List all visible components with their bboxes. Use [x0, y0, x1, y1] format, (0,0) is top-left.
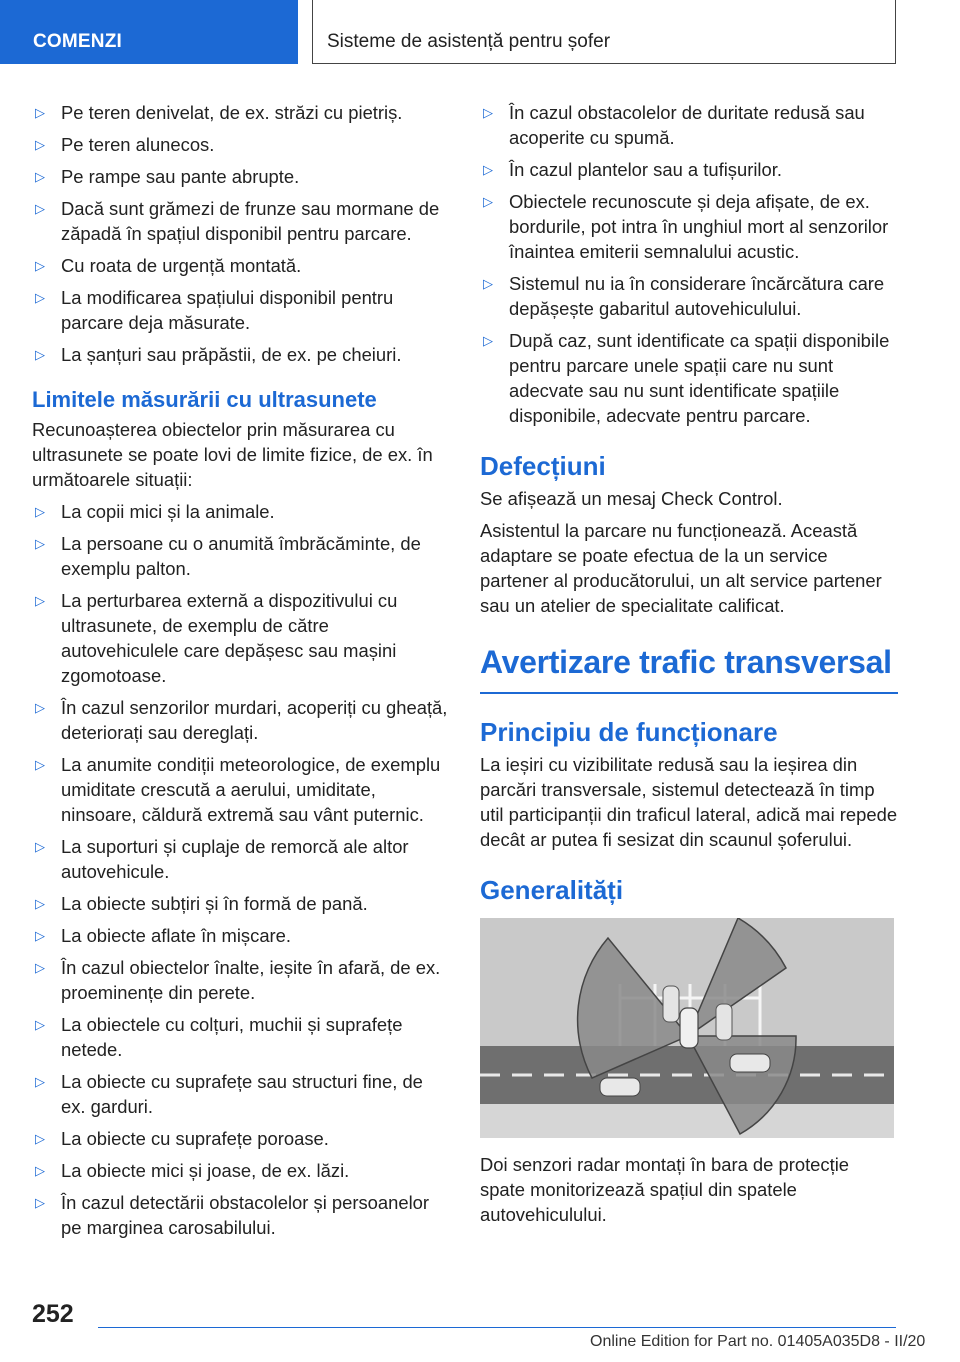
list-item: ▷ La șanțuri sau prăpăstii, de ex. pe cheiuri. — [35, 344, 402, 365]
limits-list — [32, 499, 450, 1240]
list-item: ▷ După caz, sunt identificate ca spații disponibile pentru parcare unele spații care nu sunt adecvate sau nu sunt identificate spațiile disponibile, adecvate pentru parcare. — [483, 330, 890, 426]
triangle-bullet-icon: ▷ — [35, 105, 45, 120]
list-item: ▷ Pe teren alunecos. — [35, 134, 215, 155]
list-item: ▷ La persoane cu o anumită îmbrăcăminte, de exemplu palton. — [35, 533, 421, 579]
triangle-bullet-icon: ▷ — [35, 1163, 45, 1178]
triangle-bullet-icon: ▷ — [35, 1195, 45, 1210]
triangle-bullet-icon: ▷ — [483, 194, 493, 209]
page-number: 252 — [32, 1300, 74, 1328]
triangle-bullet-icon: ▷ — [35, 960, 45, 975]
triangle-bullet-icon: ▷ — [35, 169, 45, 184]
list-item: ▷ La copii mici și la animale. — [35, 501, 275, 522]
footer-divider — [98, 1327, 896, 1328]
sidewalk — [480, 1104, 894, 1138]
edition-note: Online Edition for Part no. 01405A035D8 - II/20 — [590, 1333, 926, 1350]
triangle-bullet-icon: ▷ — [35, 504, 45, 519]
list-item: ▷ În cazul detectării obstacolelor și persoanelor pe marginea carosabilului. — [35, 1192, 430, 1238]
triangle-bullet-icon: ▷ — [35, 347, 45, 362]
triangle-bullet-icon: ▷ — [483, 105, 493, 120]
right-column — [480, 100, 898, 1234]
list-item: ▷ La obiecte cu suprafețe sau structuri fine, de ex. garduri. — [35, 1071, 423, 1117]
triangle-bullet-icon: ▷ — [35, 593, 45, 608]
list-item: ▷ Sistemul nu ia în considerare încărcătura care depășește gabaritul autovehiculului. — [483, 273, 885, 319]
triangle-bullet-icon: ▷ — [483, 333, 493, 348]
list-item: ▷ La modificarea spațiului disponibil pentru parcare deja măsurate. — [35, 287, 394, 333]
triangle-bullet-icon: ▷ — [35, 757, 45, 772]
section-title: Sisteme de asistență pentru șofer — [312, 0, 896, 64]
list-item: ▷ La obiecte aflate în mișcare. — [35, 925, 292, 946]
faults-heading: Defecțiuni — [480, 451, 606, 481]
list-item: ▷ Dacă sunt grămezi de frunze sau mormane de zăpadă în spațiul disponibil pentru parcare. — [35, 198, 440, 244]
triangle-bullet-icon: ▷ — [35, 258, 45, 273]
list-item: ▷ Cu roata de urgență montată. — [35, 255, 302, 276]
reversing-car — [680, 1008, 698, 1048]
faults-paragraph-1: Se afișează un mesaj Check Control. — [480, 488, 783, 509]
list-item: ▷ Pe rampe sau pante abrupte. — [35, 166, 300, 187]
triangle-bullet-icon: ▷ — [35, 700, 45, 715]
triangle-bullet-icon: ▷ — [483, 162, 493, 177]
triangle-bullet-icon: ▷ — [35, 928, 45, 943]
triangle-bullet-icon: ▷ — [35, 1074, 45, 1089]
list-item: ▷ La perturbarea externă a dispozitivului cu ultrasunete, de exemplu de către autovehiculele care depășesc sau mașini zgomotoase. — [35, 590, 398, 686]
list-item: ▷ La obiecte mici și joase, de ex. lăzi. — [35, 1160, 350, 1181]
triangle-bullet-icon: ▷ — [483, 276, 493, 291]
conditions-list — [32, 100, 450, 367]
left-column — [32, 100, 450, 1247]
crossing-car-right — [730, 1054, 770, 1072]
page-header — [0, 0, 960, 66]
list-item: ▷ Pe teren denivelat, de ex. străzi cu pietriș. — [35, 102, 403, 123]
list-item: ▷ La suporturi și cuplaje de remorcă ale altor autovehicule. — [35, 836, 409, 882]
list-item: ▷ În cazul plantelor sau a tufișurilor. — [483, 159, 782, 180]
list-item: ▷ În cazul obiectelor înalte, ieșite în afară, de ex. proeminențe din perete. — [35, 957, 441, 1003]
triangle-bullet-icon: ▷ — [35, 536, 45, 551]
limits-intro: Recunoașterea obiectelor prin măsurarea cu ultrasunete se poate lovi de limite fizice, de ex. în următoarele situații: — [32, 419, 433, 490]
limits-heading: Limitele măsurării cu ultrasunete — [32, 387, 377, 412]
crossing-car-left — [600, 1078, 640, 1096]
triangle-bullet-icon: ▷ — [35, 201, 45, 216]
list-item: ▷ La obiecte cu suprafețe poroase. — [35, 1128, 329, 1149]
chapter-tab: COMENZI — [0, 0, 298, 64]
list-item: ▷ Obiectele recunoscute și deja afișate, de ex. bordurile, pot intra în unghiul mort al senzorilor înaintea emiterii semnalului acustic. — [483, 191, 889, 262]
list-item: ▷ În cazul senzorilor murdari, acoperiți cu gheață, deteriorați sau dereglați. — [35, 697, 448, 743]
parked-car-left — [663, 986, 679, 1022]
triangle-bullet-icon: ▷ — [35, 1017, 45, 1032]
list-item: ▷ În cazul obstacolelor de duritate redusă sau acoperite cu spumă. — [483, 102, 865, 148]
list-item: ▷ La anumite condiții meteorologice, de exemplu umiditate crescută a aerului, umiditate, ninsoare, căldură extremă sau vânt puternic. — [35, 754, 441, 825]
triangle-bullet-icon: ▷ — [35, 137, 45, 152]
triangle-bullet-icon: ▷ — [35, 290, 45, 305]
faults-paragraph-2: Asistentul la parcare nu funcționează. Această adaptare se poate efectua de la un service partener al producătorului, un alt service partener sau un atelier de specialitate calificat. — [480, 520, 882, 616]
parked-car-right — [716, 1004, 732, 1040]
figure-caption: Doi senzori radar montați în bara de protecție spate monitorizează spațiul din spatele autovehiculului. — [480, 1154, 850, 1225]
triangle-bullet-icon: ▷ — [35, 1131, 45, 1146]
list-item: ▷ La obiectele cu colțuri, muchii și suprafețe netede. — [35, 1014, 403, 1060]
cross-traffic-diagram — [480, 918, 894, 1138]
general-heading: Generalități — [480, 875, 624, 905]
triangle-bullet-icon: ▷ — [35, 839, 45, 854]
chapter-heading: Avertizare trafic transversal — [480, 642, 898, 694]
limits-list-continued — [480, 100, 898, 428]
triangle-bullet-icon: ▷ — [35, 896, 45, 911]
principle-text: La ieșiri cu vizibilitate redusă sau la ieșirea din parcări transversale, sistemul detectează în timp util participanții din traficul lateral, adică mai repede decât ar putea fi sesizat din scaunul șoferului. — [480, 754, 898, 850]
principle-heading: Principiu de funcționare — [480, 717, 778, 747]
list-item: ▷ La obiecte subțiri și în formă de pană. — [35, 893, 368, 914]
